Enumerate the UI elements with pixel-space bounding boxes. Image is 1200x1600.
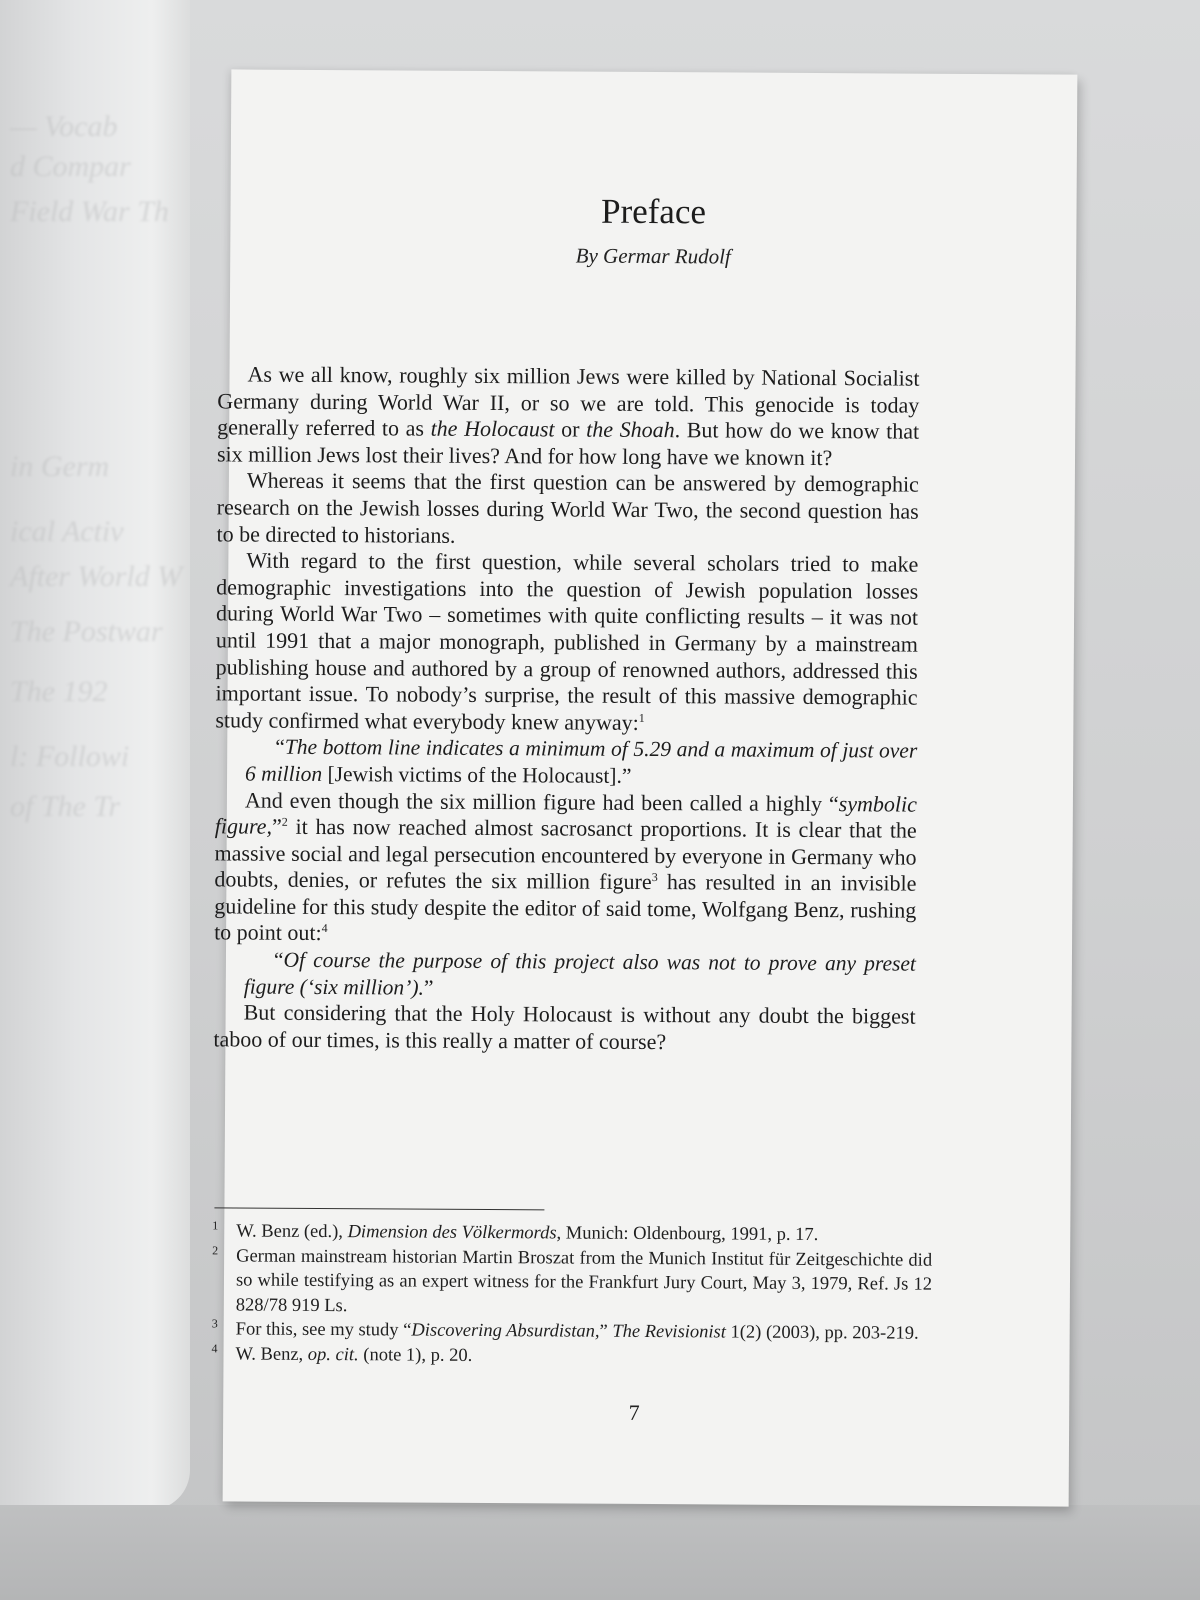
footnote-number: 4: [211, 1340, 218, 1355]
footnote-ref: 2: [281, 814, 288, 829]
text-run: [Jewish victims of the Holocaust].”: [322, 761, 632, 788]
paragraph-5: [213, 1000, 915, 1057]
text-run: , Munich: Oldenbourg, 1991, p. 17.: [556, 1223, 819, 1246]
footnote-text: [236, 1319, 919, 1343]
text-run: it has now reached almost sacrosanct proportions. It is clear that the massive social and legal persecution encountered by everyone in Germany who doubts, denies, or refutes the six million figure: [214, 813, 917, 895]
text-run: W. Benz (ed.),: [236, 1221, 348, 1243]
author-byline: By Germar Rudolf: [575, 243, 731, 269]
footnote-text: [236, 1221, 818, 1245]
page-number: 7: [628, 1399, 640, 1425]
footnote-ref: 4: [321, 921, 328, 936]
footnote-number: 2: [212, 1242, 219, 1257]
preface-body: [213, 361, 919, 1057]
text-run: 1(2) (2003), pp. 203-219.: [725, 1322, 919, 1344]
footnotes: [211, 1219, 932, 1370]
footnote-ref: 1: [638, 710, 645, 725]
footnote-text: [235, 1344, 472, 1365]
text-run: ”: [423, 975, 434, 1000]
footnote-ref: 3: [651, 870, 658, 885]
left-page-edge: [0, 0, 190, 1510]
text-run: or: [554, 416, 587, 442]
italic-run: The Revisionist: [612, 1321, 726, 1343]
footnote-2: [212, 1244, 932, 1322]
footnote-number: 1: [212, 1218, 219, 1233]
table-surface: [0, 1505, 1200, 1600]
paragraph-3: [215, 548, 918, 738]
text-run: And even though the six million figure had been called a highly “: [244, 787, 839, 816]
text-run: has resulted in an invisible guideline for this study despite the editor of said tome, Wolfgang Benz, rushing to point out:: [214, 869, 917, 946]
text-run: ”: [271, 813, 282, 839]
italic-run: the Holocaust: [430, 415, 555, 442]
italic-run: op. cit.: [307, 1344, 359, 1365]
text-run: “: [273, 947, 284, 972]
italic-run: Discovering Absurdistan,: [411, 1320, 600, 1342]
text-run: W. Benz,: [235, 1343, 308, 1365]
text-run: For this, see my study “: [235, 1319, 412, 1341]
text-run: But considering that the Holy Holocaust is without any doubt the biggest taboo of our times, is this really a matter of course?: [213, 999, 916, 1054]
quote-1: [215, 734, 917, 791]
page-title: Preface: [600, 191, 707, 232]
text-run: “: [275, 735, 285, 760]
footnote-number: 3: [211, 1316, 218, 1331]
text-run: Whereas it seems that the first question can be answered by demographic research on the Jewish losses during World War Two, the second question has to be directed to historians.: [216, 467, 919, 548]
italic-run: symbolic figure,: [214, 790, 917, 839]
italic-run: Of course the purpose of this project also was not to prove any preset figure (‘six million’).: [243, 947, 917, 1000]
footnote-4: [211, 1342, 931, 1371]
footnote-text: [236, 1246, 932, 1316]
text-run: German mainstream historian Martin Broszat from the Munich Institut für Zeitgeschichte did so while testifying as an expert witness for the Frankfurt Jury Court, May 3, 1979, Ref. Js 12 828/78 919 Ls.: [235, 1245, 933, 1316]
text-run: As we all know, roughly six million Jews were killed by National Socialist Germany during World War II, or so we are told. This genocide is today generally referred to as: [217, 361, 920, 441]
text-run: ”: [599, 1321, 613, 1342]
book-page: [211, 69, 1078, 1506]
bleed-through-text: — Vocab d Compar Field War Th in Germ ical Activ After World W The Postwar The 192 l: Followi of The Tr: [10, 110, 183, 823]
paragraph-1: [217, 361, 920, 472]
italic-run: the Shoah: [586, 416, 675, 443]
text-run: . But how do we know that six million Jews lost their lives? And for how long have we known it?: [216, 417, 920, 470]
italic-run: The bottom line indicates a minimum of 5.29 and a maximum of just over 6 million: [245, 735, 918, 786]
italic-run: Dimension des Völkermords: [347, 1222, 557, 1244]
text-run: With regard to the first question, while several scholars tried to make demographic investigations into the question of Jewish population losses during World War Two – sometimes with quite conflicting results – it was not until 1991 that a major monograph, published in Germany by a mainstream publishing house and authored by a group of renowned authors, addressed this important issue. To nobody’s surprise, the result of this massive demographic study confirmed what everybody knew anyway:: [215, 547, 919, 735]
paragraph-2: [216, 468, 918, 552]
text-run: (note 1), p. 20.: [358, 1344, 473, 1366]
footnote-divider: [214, 1207, 544, 1210]
paragraph-4: [214, 787, 917, 951]
quote-2: [214, 946, 916, 1003]
